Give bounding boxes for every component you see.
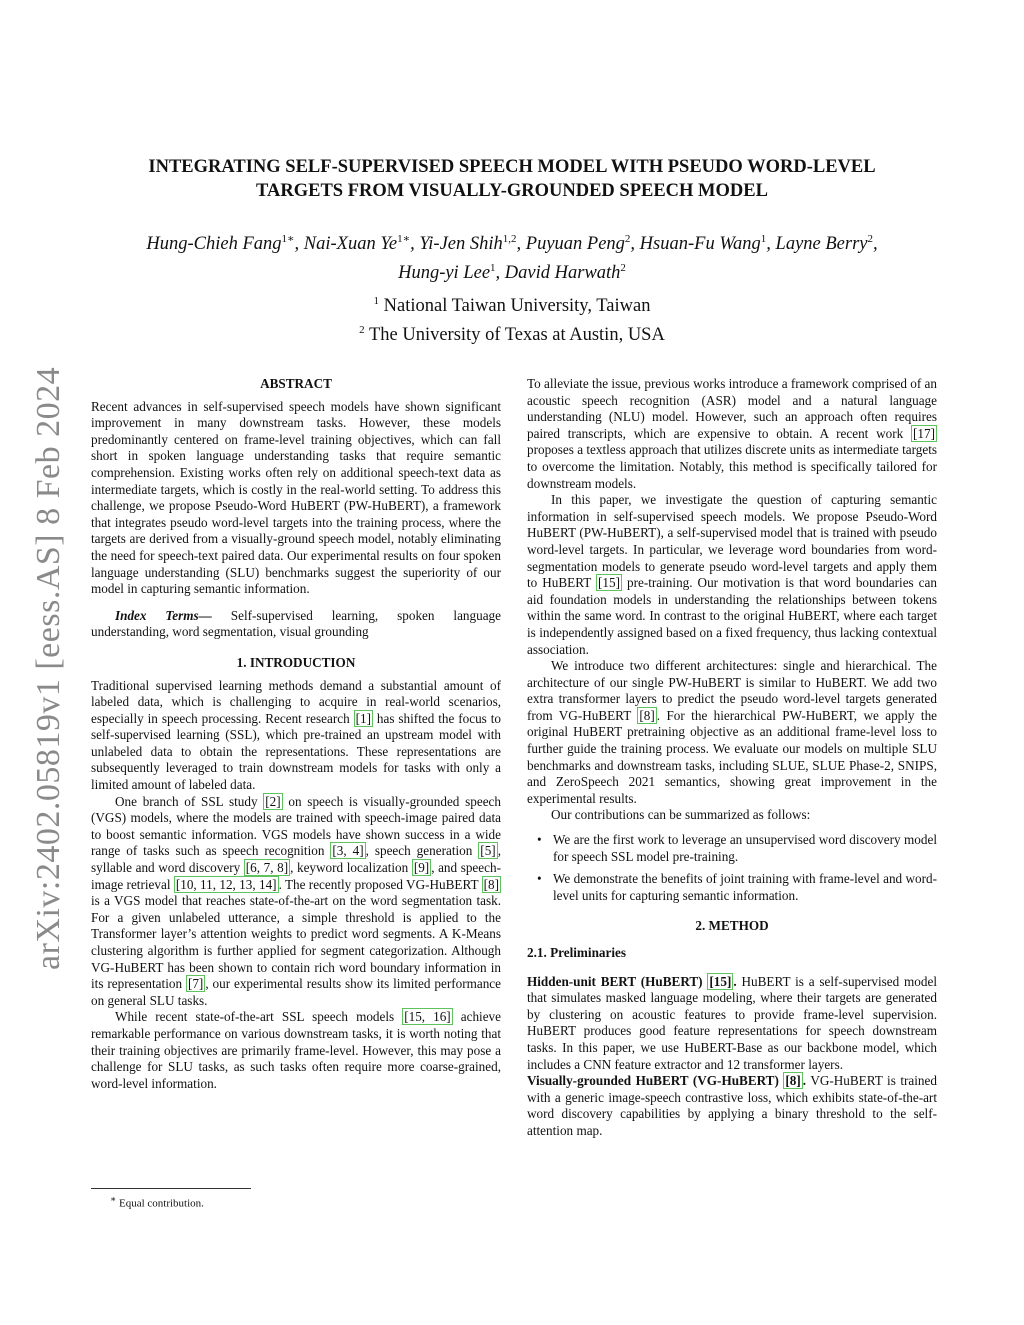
affiliation-1: $^1$ National Taiwan University, Taiwan (373, 295, 651, 317)
author-affil-mark: 1∗ (281, 233, 295, 245)
author-affil-mark: 1 (760, 233, 767, 245)
footnote: ∗ Equal contribution. (110, 1194, 204, 1210)
index-terms: Index Terms— Self-supervised learning, spoken language understanding, word segmentation, visual grounding (91, 607, 502, 640)
author-list (90, 227, 934, 285)
author-affil-mark: 1 (490, 262, 496, 275)
intro-paragraph-5: In this paper, we investigate the question of capturing semantic information in self-supervised speech models. We propose Pseudo-Word HuBERT (PW-HuBERT), a self-supervised model that is trained with pseudo word-level targets. In particular, we leverage word boundaries from word-segmentation models to generate pseudo word-level targets and apply them to HuBERT [15] pre-training. Our motivation is that word boundaries can aid foundation models in understanding the relationships between tokens within the same word. In contrast to the original HuBERT, where each target is independently assigned based on a fixed frequency, thus lacking contextual association. (527, 492, 937, 657)
abstract-text: Recent advances in self-supervised speech models have shown significant improvement in many downstream tasks. However, these models predominantly centered on frame-level training objectives, which can fall short in spoken language understanding tasks that require semantic comprehension. Existing works often rely on additional speech-text data as intermediate targets, which is costly in the real-world setting. To address this challenge, we propose Pseudo-Word HuBERT (PW-HuBERT), a framework that integrates pseudo word-level targets into the training process, where the targets are derived from a visually-ground speech model, notably eliminating the need for speech-text paired data. Our experimental results on four spoken language understanding (SLU) benchmarks suggest the superiority of our model in capturing semantic information. (91, 398, 501, 597)
contributions-list (527, 832, 937, 904)
introduction-heading: 1. INTRODUCTION (236, 654, 356, 670)
citation-link[interactable]: [9] (413, 860, 430, 876)
footnote-rule (91, 1188, 251, 1189)
citation-link[interactable]: [1] (355, 710, 371, 726)
intro-paragraph-3: While recent state-of-the-art SSL speech models [15, 16] achieve remarkable performance on various downstream tasks, it is worth noting that their training objectives are primarily frame-level. However, this may pose a challenge for SLU tasks, as such tasks often require more coarse-grained, word-level information. (91, 1009, 502, 1091)
intro-paragraph-6: We introduce two different architectures: single and hierarchical. The architecture of our single PW-HuBERT is similar to HuBERT. We add two extra transformer layers to predict the pseudo word-level targets generated from VG-HuBERT [8] . For the hierarchical PW-HuBERT, we apply the original HuBERT pretraining objective as an additional frame-level loss to further guide the training process. We evaluate our models on multiple SLU benchmarks and downstream tasks, including SLUE, SLUE Phase-2, SNIPS, and ZeroSpeech 2021 semantics, showing great improvement in the experimental results. (527, 658, 938, 806)
citation-link[interactable]: [15, 16] (404, 1009, 451, 1025)
intro-paragraph-2: One branch of SSL study [2] on speech is visually-grounded speech (VGS) models, where the models are trained with speech-image paired data to boost semantic information. VGS models have shown success in a wide range of tasks such as speech recognition [3, 4] , speech generation [5] , syllable and word discovery [6, 7, 8] , keyword localization [9] , and speech-image retrieval [10, 11, 12, 13, 14] . The recently proposed VG-HuBERT [8] is a VGS model that reaches state-of-the-art on the word segmentation task. For a given unlabeled utterance, a simple threshold is applied to the Transformer layer’s attention weights to predict word segments. A K-Means clustering algorithm is further applied for segment categorization. Although VG-HuBERT has been shown to contain rich word boundary information in its representation [7] , our experimental results show its limited performance on general SLU tasks. (91, 793, 501, 1008)
citation-link[interactable]: [8] (785, 1073, 801, 1089)
citation-link[interactable]: [10, 11, 12, 13, 14] (175, 876, 277, 892)
left-column (91, 376, 501, 1092)
hubert-paragraph: Hidden-unit BERT (HuBERT) [15] . HuBERT is a self-supervised model that simulates masked language modeling, where their targets are generated by clustering on acoustic features to provide frame-level supervision. HuBERT produces good feature representations for speech downstream tasks. In this paper, we use HuBERT-Base as our backbone model, which includes a CNN feature extractor and 12 transformer layers. (527, 973, 937, 1072)
title-line-2: TARGETS FROM VISUALLY-GROUNDED SPEECH MODEL (256, 181, 768, 201)
method-heading: 2. METHOD (695, 918, 769, 934)
author-line-1: Hung-Chieh Fang$^{1∗}$, Nai-Xuan $Ye^{1∗}$, Yi-Jen Shih$^{1,2}$, Puyuan Peng$^2$, Hsuan-Fu Wang$^1$, Layne Berry$^2$, (146, 233, 878, 255)
affiliation-2: $^2$ The University of Texas at Austin, USA (359, 324, 665, 346)
author-affil-mark: 2 (624, 233, 631, 245)
index-terms-label: Index Terms— (115, 607, 212, 623)
citation-link[interactable]: [15] (709, 973, 732, 989)
citation-link[interactable]: [2] (265, 793, 281, 809)
author-name: Hsuan-Fu Wang (639, 234, 761, 255)
author-name: Hung-yi Lee (398, 263, 491, 284)
list-item: • We demonstrate the benefits of joint training with frame-level and word-level units for capturing semantic information. (553, 871, 937, 904)
contributions-intro: Our contributions can be summarized as follows: (551, 807, 811, 823)
abstract-heading: ABSTRACT (260, 376, 332, 391)
list-item: • We are the first work to leverage an unsupervised word discovery model for speech SSL model pre-training. (553, 832, 937, 865)
citation-link[interactable]: [7] (187, 976, 204, 992)
intro-paragraph-4: To alleviate the issue, previous works introduce a framework comprised of an acoustic speech recognition (ASR) model and a natural language understanding (NLU) model. However, such an approach often requires paired transcripts, which are expensive to obtain. A recent work [17] proposes a textless approach that utilizes discrete units as intermediate targets to overcome the limitation. Notably, this method is specifically tailored for downstream models. (527, 376, 937, 491)
right-column (527, 376, 937, 1140)
author-affil-mark: 2 (620, 262, 626, 275)
citation-link[interactable]: [3, 4] (332, 843, 364, 859)
title-line-1: INTEGRATING SELF-SUPERVISED SPEECH MODEL WITH PSEUDO WORD-LEVEL (148, 157, 876, 177)
author-name: Yi-Jen Shih (419, 234, 503, 255)
citation-link[interactable]: [15] (598, 575, 621, 591)
vghubert-paragraph: Visually-grounded HuBERT (VG-HuBERT) [8] . VG-HuBERT is trained with a generic image-speech contrastive loss, which exhibits state-of-the-art word discovery capabilities by applying a binary threshold to the self-attention map. (527, 1073, 937, 1138)
author-line-2: Hung-yi Lee$^1$, David Harwath$^2$ (398, 262, 626, 284)
citation-link[interactable]: [17] (913, 425, 935, 441)
author-affil-mark: 1∗ (397, 233, 411, 245)
citation-link[interactable]: [8] (483, 876, 499, 892)
author-name: Puyuan Peng (525, 234, 625, 255)
paper-title (90, 155, 934, 203)
author-name: Nai-Xuan Ye (303, 234, 398, 255)
author-name: Hung-Chieh Fang (146, 234, 282, 255)
citation-link[interactable]: [8] (639, 707, 655, 723)
affiliations (90, 289, 934, 347)
citation-link[interactable]: [5] (480, 843, 496, 859)
intro-paragraph-1: Traditional supervised learning methods demand a substantial amount of labeled data, which is challenging to acquire in real-world scenarios, especially in speech processing. Recent research [1] has shifted the focus to self-supervised learning (SSL), which pre-trained an upstream model with unlabeled data to obtain the representations. These representations are subsequently leveraged to train downstream models for tasks with only a limited amount of labeled data. (91, 677, 501, 793)
author-affil-mark: 2 (867, 233, 873, 245)
arxiv-identifier-stamp: arXiv:2402.05819v1 [eess.AS] 8 Feb 2024 (30, 366, 67, 970)
preliminaries-heading: 2.1. Preliminaries (527, 945, 627, 960)
author-name: Layne Berry (775, 234, 868, 255)
author-affil-mark: 1,2 (502, 233, 517, 245)
citation-link[interactable]: [6, 7, 8] (245, 860, 289, 876)
author-name: David Harwath (504, 263, 621, 284)
